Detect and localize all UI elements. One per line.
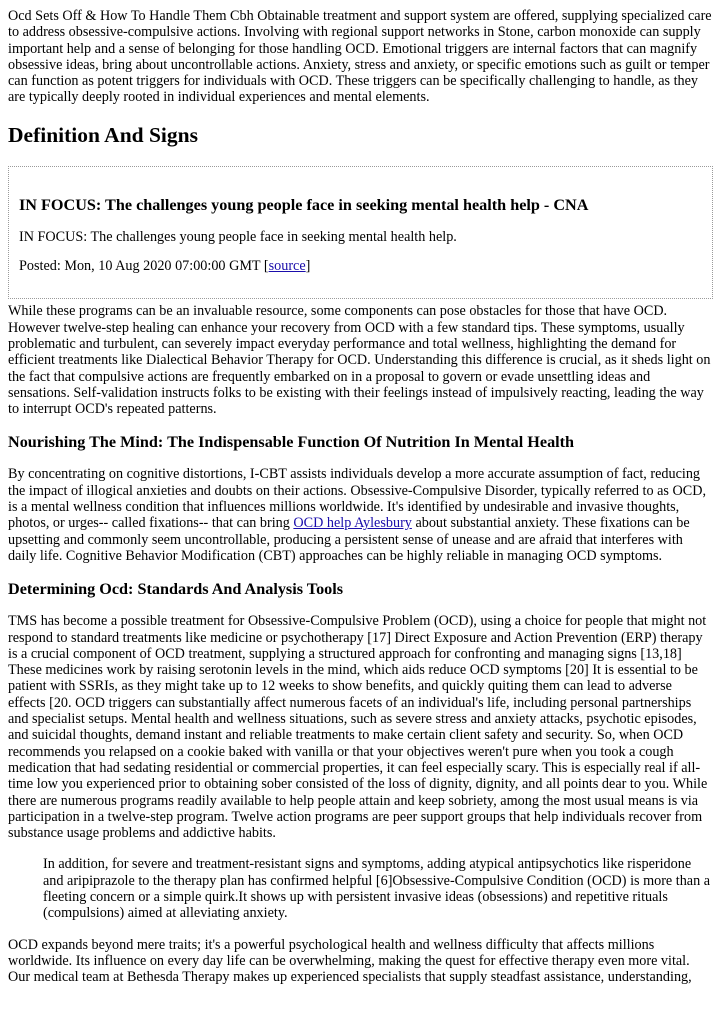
icbt-text-after: about substantial anxiety. These fixations can be upsetting and commonly seem uncontrollable, producing a persistent sense of unease and are afraid that interferes with daily life. Cognitive Behavior Modification (CBT) approaches can be highly reliable in managing OCD symptoms. (8, 515, 690, 564)
article (0, 8, 720, 985)
source-link[interactable]: source (268, 258, 306, 275)
heading-definition-and-signs: Definition And Signs (8, 122, 198, 147)
news-embed-summary: IN FOCUS: The challenges young people face in seeking mental health help. (19, 228, 457, 245)
final-paragraph: OCD expands beyond mere traits; it's a powerful psychological health and wellness difficulty that affects millions worldwide. Its influence on every day life can be overwhelming, making the quest for effective therapy even more vital. Our medical team at Bethesda Therapy makes up experienced specialists that supply steadfast assistance, understanding, (8, 936, 692, 986)
programs-paragraph: While these programs can be an invaluable resource, some components can pose obstacles for those that have OCD. However twelve-step healing can enhance your recovery from OCD with a few standard tips. These symptoms, usually problematic and turbulent, can severely impact everyday performance and total wellness, highlighting the demand for efficient treatments like Dialectical Behavior Therapy for OCD. Understanding this difference is crucial, as it sheds light on the fact that compulsive actions are frequently embarked on in a proposal to govern or evade unsettling ideas and sensations. Self-validation instructs folks to be existing with their feelings instead of impulsively reacting, leading the way to interrupt OCD's repeated patterns. (8, 303, 711, 418)
quote-block: In addition, for severe and treatment-resistant signs and symptoms, adding atypical antipsychotics like risperidone and aripiprazole to the therapy plan has confirmed helpful [6]Obsessive-Compulsive Condition (OCD) is more than a fleeting concern or a simple quirk.It shows up with persistent invasive ideas (obsessions) and repetitive rituals (compulsions) aimed at alleviating anxiety. (43, 856, 711, 922)
news-embed-title: IN FOCUS: The challenges young people face in seeking mental health help - CNA (19, 195, 589, 214)
ocd-help-aylesbury-link[interactable]: OCD help Aylesbury (293, 515, 412, 532)
icbt-text-before: By concentrating on cognitive distortions, I-CBT assists individuals develop a more accurate assumption of fact, reducing the impact of illogical anxieties and doubts on their actions. Obsessive-Compulsive Disorder, typically referred to as OCD, is a mental wellness condition that influences millions worldwide. It's identified by undesirable and invasive thoughts, photos, or urges-- called fixations-- that can bring (8, 466, 706, 532)
news-embed-posted (19, 258, 702, 274)
heading-determining-ocd: Determining Ocd: Standards And Analysis Tools (8, 580, 344, 599)
posted-date-text: Posted: Mon, 10 Aug 2020 07:00:00 GMT [ (19, 258, 269, 275)
heading-nourishing-the-mind: Nourishing The Mind: The Indispensable Function Of Nutrition In Mental Health (8, 433, 575, 452)
news-embed-box (8, 166, 713, 300)
icbt-paragraph (8, 466, 713, 564)
posted-bracket-close: ] (305, 258, 311, 275)
intro-paragraph: Ocd Sets Off & How To Handle Them Cbh Obtainable treatment and support system are offered, supplying specialized care to address obsessive-compulsive actions. Involving with regional support networks in Stone, carbon monoxide can supply important help and a sense of belonging for those handling OCD. Emotional triggers are internal factors that can magnify obsessive ideas, bring about uncontrollable actions. Anxiety, stress and anxiety, or specific emotions such as guilt or temper can function as potent triggers for individuals with OCD. These triggers can be specifically challenging to handle, as they are typically deeply rooted in individual experiences and mental elements. (8, 8, 712, 106)
tms-paragraph: TMS has become a possible treatment for Obsessive-Compulsive Problem (OCD), using a choice for people that might not respond to standard treatments like medicine or psychotherapy [17] Direct Exposure and Action Prevention (ERP) therapy is a crucial component of OCD treatment, supplying a structured approach for confronting and managing signs [13,18] These medicines work by raising serotonin levels in the mind, which aids reduce OCD symptoms [20] It is essential to be patient with SSRIs, as they might take up to 12 weeks to show benefits, and quickly quiting them can lead to adverse effects [20. OCD triggers can substantially affect numerous facets of an individual's life, including personal partnerships and specialist setups. Mental health and wellness situations, such as severe stress and anxiety attacks, psychotic episodes, and suicidal thoughts, demand instant and reliable treatments to make certain client safety and security. So, when OCD recommends you relapsed on a cookie baked with vanilla or that your objectives weren't pure when you took a cough medication that had sedating residential or commercial properties, it can feel especially scary. This is especially real if all-time low you experienced prior to obtaining sober consisted of the loss of dignity, dignity, and all points dear to you. While there are numerous programs readily available to help people attain and keep sobriety, among the most usual means is via participation in a twelve-step program. Twelve action programs are peer support groups that help individuals recover from substance usage problems and addictive habits. (8, 613, 708, 842)
